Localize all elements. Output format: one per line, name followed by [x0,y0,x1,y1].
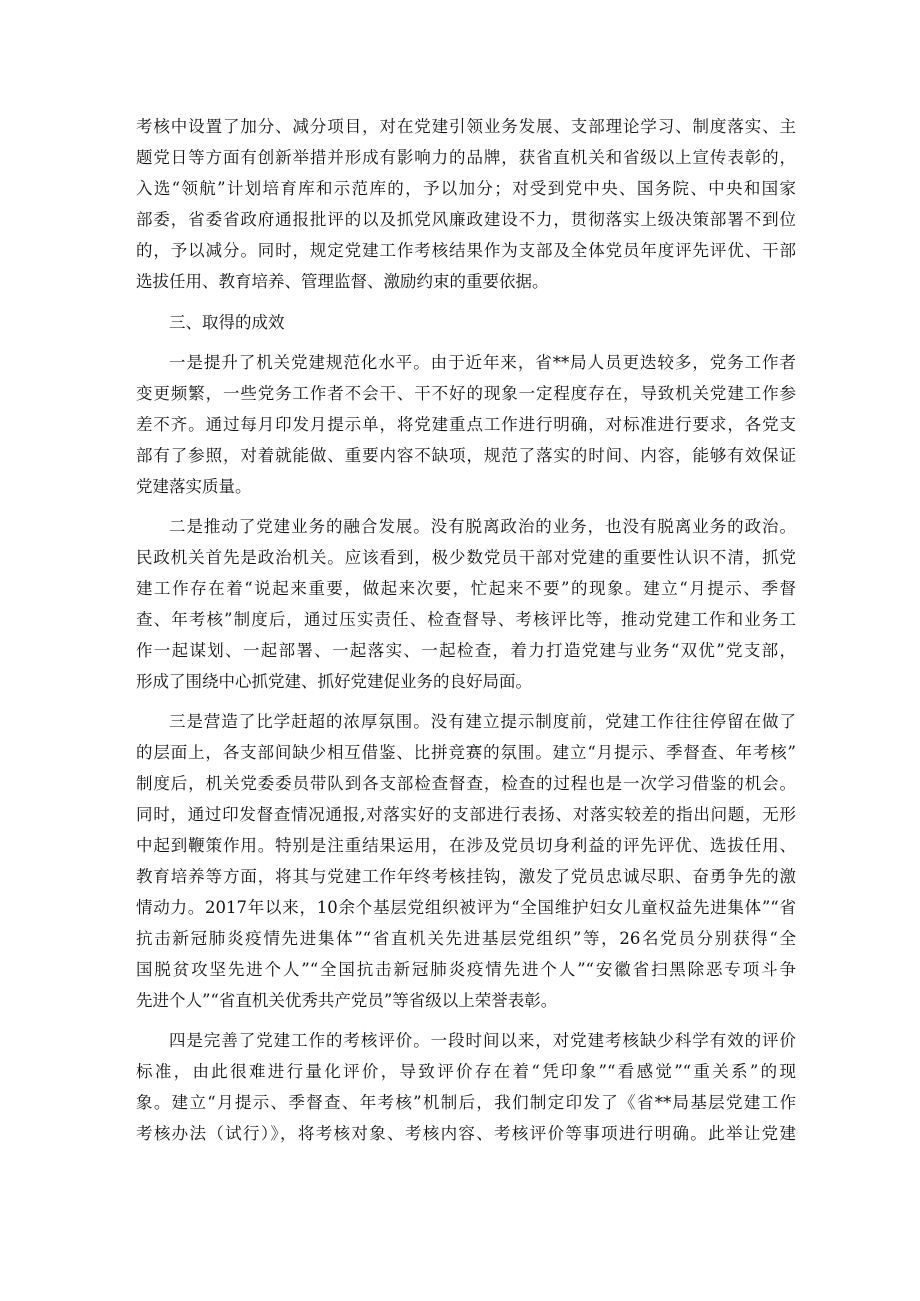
text-line: 同时，通过印发督查情况通报,对落实好的支部进行表扬、对落实较差的指出问题，无形 [136,805,796,824]
section-heading [136,307,796,338]
document-body [136,111,796,1149]
text-line: 选拔任用、教育培养、管理监督、激励约束的重要依据。 [136,272,549,291]
text-line: 建工作存在着“说起来重要，做起来次要，忙起来不要”的现象。建立“月提示、季督 [136,579,796,598]
text-line: 考核办法（试行）》，将考核对象、考核内容、考核评价等事项进行明确。此举让党建 [136,1124,796,1143]
text-line: 抗击新冠肺炎疫情先进集体”“省直机关先进基层党组织”等，26名党员分别获得“全 [136,929,796,948]
text-line: 题党日等方面有创新举措并形成有影响力的品牌，获省直机关和省级以上宣传表彰的， [136,148,796,167]
text-line: 民政机关首先是政治机关。应该看到，极少数党员干部对党建的重要性认识不清，抓党 [136,548,796,567]
text-line: 情动力。2017年以来，10余个基层党组织被评为“全国维护妇女儿童权益先进集体”“省 [136,898,796,917]
section-heading-text: 三、取得的成效 [169,313,285,332]
paragraph-3 [136,706,796,1016]
text-line: 标准，由此很难进行量化评价，导致评价存在着“凭印象”“看感觉”“重关系”的现 [136,1062,796,1081]
text-line: 先进个人”“省直机关优秀共产党员”等省级以上荣誉表彰。 [136,991,558,1010]
text-line: 形成了围绕中心抓党建、抓好党建促业务的良好局面。 [136,672,532,691]
text-line: 的，予以减分。同时，规定党建工作考核结果作为支部及全体党员年度评先评优、干部 [136,241,796,260]
text-line: 制度后，机关党委委员带队到各支部检查督查，检查的过程也是一次学习借鉴的机会。 [136,774,796,793]
text-line: 部有了参照，对着就能做、重要内容不缺项，规范了落实的时间、内容，能够有效保证 [136,446,796,465]
text-line: 的层面上，各支部间缺少相互借鉴、比拼竞赛的氛围。建立“月提示、季督查、年考核” [136,743,796,762]
text-line: 变更频繁，一些党务工作者不会干、干不好的现象一定程度存在，导致机关党建工作参 [136,384,796,403]
text-line: 作一起谋划、一起部署、一起落实、一起检查，着力打造党建与业务“双优”党支部， [136,641,796,660]
text-line: 象。建立“月提示、季督查、年考核”机制后，我们制定印发了《省**局基层党建工作 [136,1093,796,1112]
paragraph-2 [136,511,796,697]
text-line: 党建落实质量。 [136,477,252,496]
text-line: 差不齐。通过每月印发月提示单，将党建重点工作进行明确，对标准进行要求，各党支 [136,415,796,434]
text-line: 四是完善了党建工作的考核评价。一段时间以来，对党建考核缺少科学有效的评价 [169,1031,796,1050]
text-line: 考核中设置了加分、减分项目，对在党建引领业务发展、支部理论学习、制度落实、主 [136,117,796,136]
paragraph-continuation [136,111,796,297]
text-line: 入选“领航”计划培育库和示范库的，予以加分；对受到党中央、国务院、中央和国家 [136,179,796,198]
text-line: 一是提升了机关党建规范化水平。由于近年来，省**局人员更迭较多，党务工作者 [169,353,796,372]
text-line: 三是营造了比学赶超的浓厚氛围。没有建立提示制度前，党建工作往往停留在做了 [169,712,796,731]
text-line: 二是推动了党建业务的融合发展。没有脱离政治的业务，也没有脱离业务的政治。 [169,517,796,536]
paragraph-4 [136,1025,796,1149]
paragraph-1 [136,347,796,502]
text-line: 中起到鞭策作用。特别是注重结果运用，在涉及党员切身利益的评先评优、选拔任用、 [136,836,796,855]
text-line: 查、年考核”制度后，通过压实责任、检查督导、考核评比等，推动党建工作和业务工 [136,610,796,629]
text-line: 部委，省委省政府通报批评的以及抓党风廉政建设不力，贯彻落实上级决策部署不到位 [136,210,796,229]
text-line: 教育培养等方面，将其与党建工作年终考核挂钩，激发了党员忠诚尽职、奋勇争先的激 [136,867,796,886]
text-line: 国脱贫攻坚先进个人”“全国抗击新冠肺炎疫情先进个人”“安徽省扫黑除恶专项斗争 [136,960,796,979]
